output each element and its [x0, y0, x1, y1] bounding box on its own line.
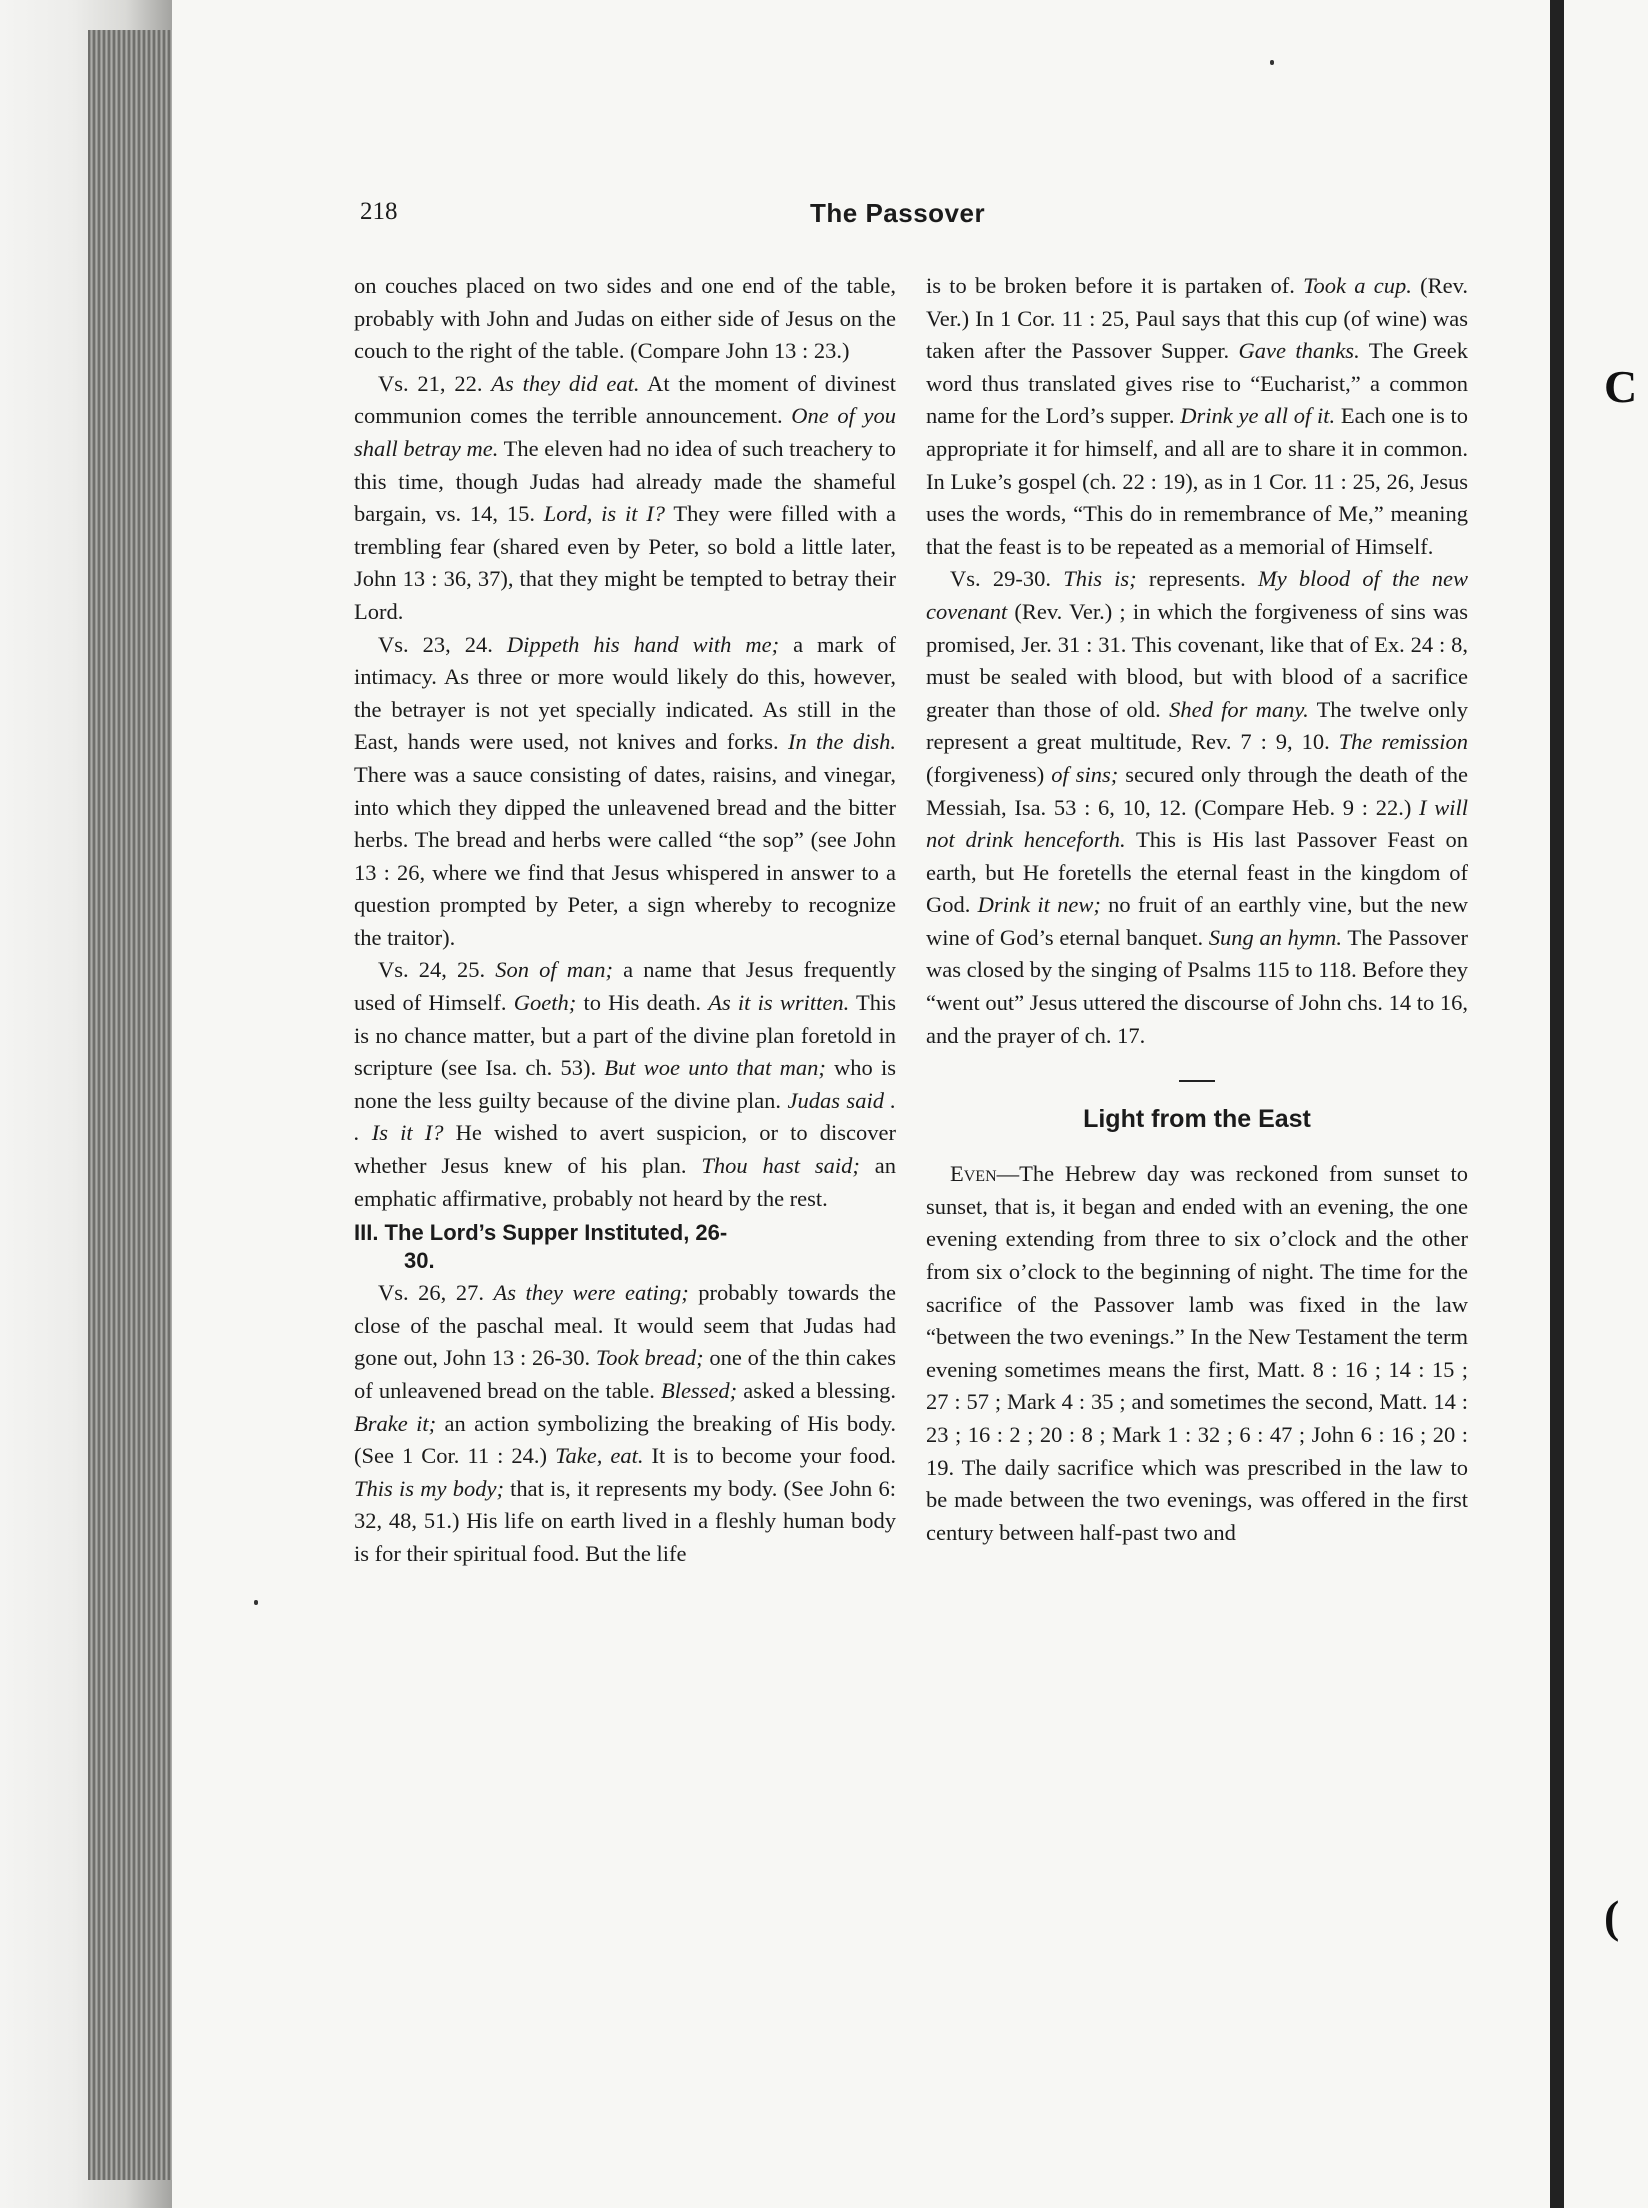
- paragraph-vs-29-30: Vs. 29-30. This is; represents. My blood of the new covenant (Rev. Ver.) ; in which the forgiveness of sins was promised, Jer. 31 : 31. This covenant, like that of Ex. 24 : 8, must be sealed with blood, but with blood of a sacrifice greater than those of old. Shed for many. The twelve only represent a great multitude, Rev. 7 : 9, 10. The remission (forgiveness) of sins; secured only through the death of the Messiah, Isa. 53 : 6, 10, 12. (Compare Heb. 9 : 22.) I will not drink henceforth. This is His last Passover Feast on earth, but He foretells the eternal feast in the kingdom of God. Drink it new; no fruit of an earthly vine, but the new wine of God’s eternal banquet. Sung an hymn. The Passover was closed by the singing of Psalms 115 to 118. Before they “went out” Jesus uttered the discourse of John chs. 14 to 16, and the prayer of ch. 17.: [926, 566, 1469, 1048]
- divider-rule: [1179, 1080, 1215, 1082]
- subheading-light-from-the-east: Light from the East: [1083, 1105, 1311, 1134]
- book-page: [172, 0, 1550, 2208]
- paragraph-vs-24-25: Vs. 24, 25. Son of man; a name that Jesus frequently used of Himself. Goeth; to His death. As it is written. This is no chance matter, but a part of the divine plan foretold in scripture (see Isa. ch. 53). But woe unto that man; who is none the less guilty because of the divine plan. Judas said . . Is it I? He wished to avert suspicion, or to discover whether Jesus knew of his plan. Thou hast said; an emphatic affirmative, probably not heard by the rest.: [354, 957, 897, 1211]
- left-column: [354, 270, 896, 1571]
- page-number: 218: [360, 198, 398, 225]
- ink-speck: [1270, 60, 1274, 65]
- right-column: [926, 270, 1468, 1549]
- ink-speck: [254, 1600, 258, 1605]
- paragraph-even: Even—The Hebrew day was reckoned from sunset to sunset, that is, it began and ended with an evening, the one evening extending from three to six o’clock and the other from six o’clock to the beginning of night. The time for the sacrifice of the Passover lamb was fixed in the law “between the two evenings.” In the New Testament the term evening sometimes means the first, Matt. 8 : 16 ; 14 : 15 ; 27 : 57 ; Mark 4 : 35 ; and sometimes the second, Matt. 14 : 23 ; 16 : 2 ; 20 : 8 ; Mark 1 : 32 ; 6 : 47 ; John 6 : 16 ; 20 : 19. The daily sacrifice which was prescribed in the law to be made between the two evenings, was offered in the first century between half-past two and: [926, 1161, 1468, 1545]
- paragraph-vs-23-24: Vs. 23, 24. Dippeth his hand with me; a mark of intimacy. As three or more would likely do this, however, the betrayer is not yet specially indicated. As still in the East, hands were used, not knives and forks. In the dish. There was a sauce consisting of dates, raisins, and vinegar, into which they dipped the unleavened bread and the bitter herbs. The bread and herbs were called “the sop” (see John 13 : 26, where we find that Jesus whispered in answer to a question prompted by Peter, a sign whereby to recognize the traitor).: [354, 631, 897, 950]
- section-heading: III. The Lord’s Supper Instituted, 26- 30.: [354, 1220, 728, 1274]
- page-header: [172, 198, 1550, 238]
- paragraph: on couches placed on two sides and one end of the table, probably with John and Judas on either side of Jesus on the couch to the right of the table. (Compare John 13 : 23.): [354, 273, 896, 364]
- running-title: The Passover: [810, 198, 986, 228]
- page-stack-edge: [88, 30, 173, 2180]
- paragraph-vs-26-27: Vs. 26, 27. As they were eating; probably towards the close of the paschal meal. It would seem that Judas had gone out, John 13 : 26-30. Took bread; one of the thin cakes of unleavened bread on the table. Blessed; asked a blessing. Brake it; an action symbolizing the breaking of His body. (See 1 Cor. 11 : 24.) Take, eat. It is to become your food. This is my body; that is, it represents my body. (See John 6: 32, 48, 51.) His life on earth lived in a fleshly human body is for their spiritual food. But the life: [354, 1280, 897, 1566]
- facing-page-fragment-top: C: [1604, 361, 1638, 412]
- facing-page-edge: [1550, 0, 1648, 2208]
- paragraph-vs-21-22: Vs. 21, 22. As they did eat. At the moment of divinest communion comes the terrible announcement. One of you shall betray me. The eleven had no idea of such treachery to this time, though Judas had already made the shameful bargain, vs. 14, 15. Lord, is it I? They were filled with a trembling fear (shared even by Peter, so bold a little later, John 13 : 36, 37), that they might be tempted to betray their Lord.: [354, 370, 897, 624]
- facing-page-fragment-bottom: (: [1604, 1891, 1620, 1942]
- paragraph-continued: is to be broken before it is partaken of. Took a cup. (Rev. Ver.) In 1 Cor. 11 : 25, Paul says that this cup (of wine) was taken after the Passover Supper. Gave thanks. The Greek word thus translated gives rise to “Eucharist,” a common name for the Lord’s supper. Drink ye all of it. Each one is to appropriate it for himself, and all are to share it in common. In Luke’s gospel (ch. 22 : 19), as in 1 Cor. 11 : 25, 26, Jesus uses the words, “This do in remembrance of Me,” meaning that the feast is to be repeated as a memorial of Himself.: [926, 273, 1469, 559]
